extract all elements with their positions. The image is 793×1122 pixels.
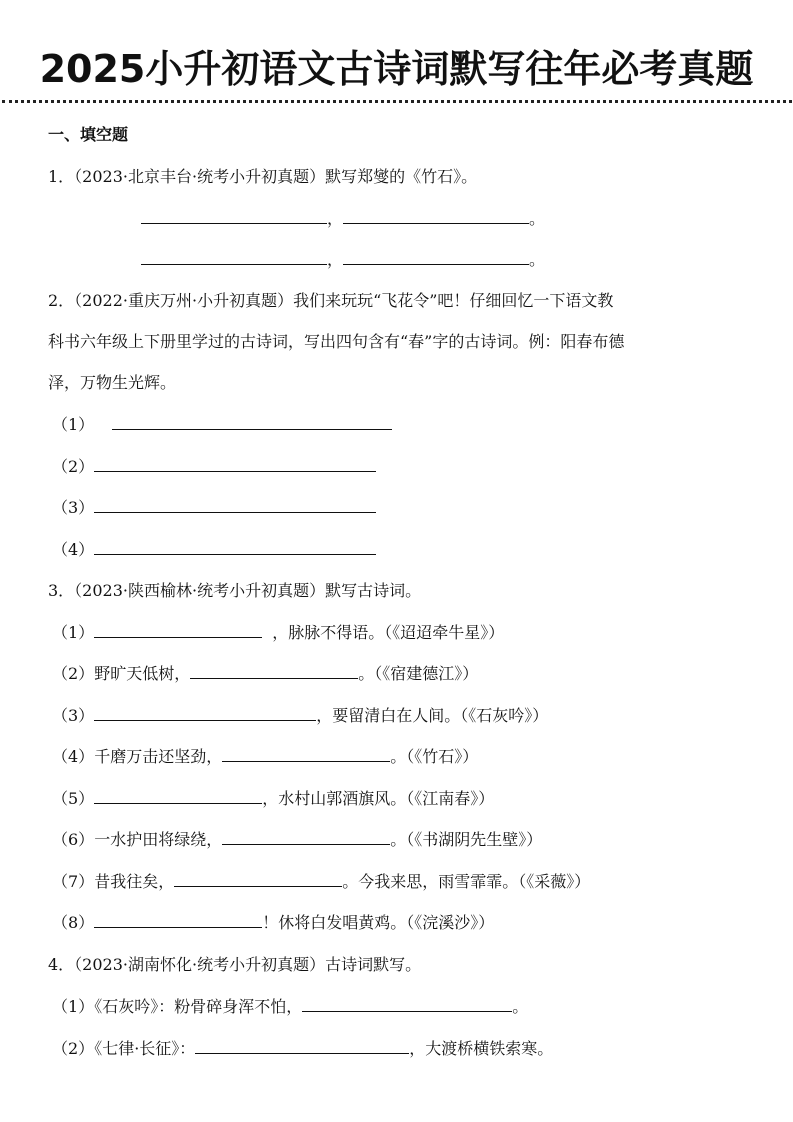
question-2-item-1: （1） xyxy=(52,414,392,436)
question-3-item-1: （1） ，脉脉不得语。（《迢迢牵牛星》） xyxy=(52,623,505,642)
answer-blank[interactable] xyxy=(343,249,529,265)
question-2-stem-line-3: 泽，万物生光辉。 xyxy=(48,373,177,392)
question-1-row-1: ， 。 xyxy=(141,208,545,230)
question-4-item-1: （1）《石灰吟》：粉骨碎身浑不怕， 。 xyxy=(52,997,529,1016)
question-1-stem: 1．（2023·北京丰台·统考小升初真题）默写郑燮的《竹石》。 xyxy=(48,167,478,186)
question-3-item-4: （4）千磨万击还坚劲， 。（《竹石》） xyxy=(52,747,479,766)
question-1-row-2: ， 。 xyxy=(141,249,545,271)
answer-blank[interactable] xyxy=(94,788,262,804)
answer-blank[interactable] xyxy=(195,1038,409,1054)
answer-blank[interactable] xyxy=(222,746,390,762)
answer-blank[interactable] xyxy=(141,249,327,265)
answer-blank[interactable] xyxy=(94,705,316,721)
question-4-item-2: （2）《七律·长征》： ，大渡桥横铁索寒。 xyxy=(52,1039,554,1058)
answer-blank[interactable] xyxy=(174,871,342,887)
question-3-item-8: （8） ！休将白发唱黄鸡。（《浣溪沙》） xyxy=(52,913,495,932)
answer-blank[interactable] xyxy=(94,622,262,638)
question-2-item-3: （3） xyxy=(52,497,376,519)
question-4-stem: 4．（2023·湖南怀化·统考小升初真题）古诗词默写。 xyxy=(48,955,422,974)
question-3-item-5: （5） ，水村山郭酒旗风。（《江南春》） xyxy=(52,789,495,808)
page-title: 2025小升初语文古诗词默写往年必考真题 xyxy=(39,47,754,91)
answer-blank[interactable] xyxy=(94,497,376,513)
answer-blank[interactable] xyxy=(302,996,512,1012)
answer-blank[interactable] xyxy=(343,208,529,224)
question-2-stem-line-2: 科书六年级上下册里学过的古诗词，写出四句含有“春”字的古诗词。例：阳春布德 xyxy=(48,332,625,351)
question-2-stem-line-1: 2．（2022·重庆万州·小升初真题）我们来玩玩“飞花令”吧！仔细回忆一下语文教 xyxy=(48,291,614,310)
question-3-stem: 3．（2023·陕西榆林·统考小升初真题）默写古诗词。 xyxy=(48,581,422,600)
answer-blank[interactable] xyxy=(94,539,376,555)
answer-blank[interactable] xyxy=(112,414,392,430)
answer-blank[interactable] xyxy=(141,208,327,224)
question-3-item-2: （2）野旷天低树， 。（《宿建德江》） xyxy=(52,664,479,683)
answer-blank[interactable] xyxy=(222,829,390,845)
question-3-item-6: （6）一水护田将绿绕， 。（《书湖阴先生壁》） xyxy=(52,830,543,849)
question-2-item-4: （4） xyxy=(52,539,376,561)
answer-blank[interactable] xyxy=(190,663,358,679)
question-3-item-3: （3） ，要留清白在人间。（《石灰吟》） xyxy=(52,706,549,725)
dotted-divider xyxy=(2,100,792,103)
question-2-item-2: （2） xyxy=(52,456,376,478)
answer-blank[interactable] xyxy=(94,912,262,928)
answer-blank[interactable] xyxy=(94,456,376,472)
section-heading: 一、填空题 xyxy=(48,125,129,144)
question-3-item-7: （7）昔我往矣， 。今我来思，雨雪霏霏。（《采薇》） xyxy=(52,872,591,891)
